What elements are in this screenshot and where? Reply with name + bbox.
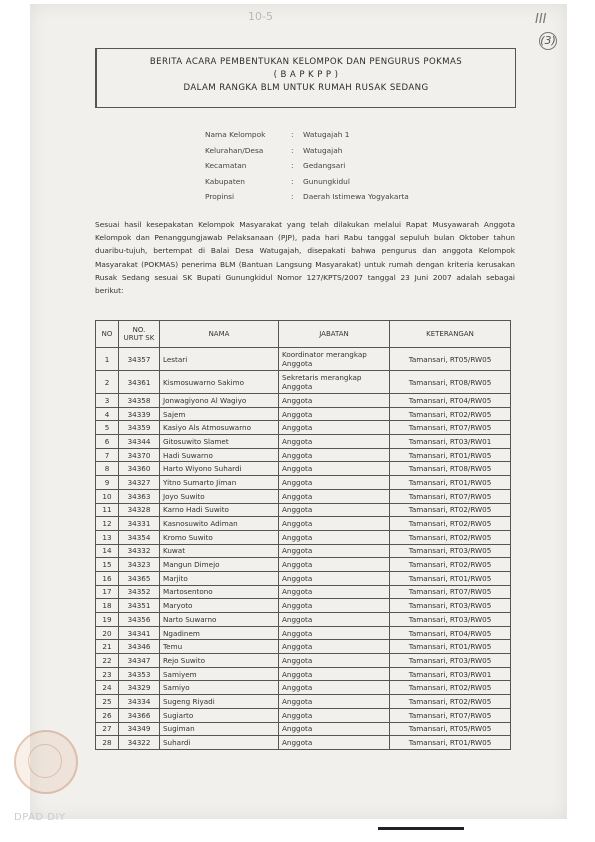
- cell-jabatan: Anggota: [279, 530, 390, 544]
- cell-jabatan: Anggota: [279, 407, 390, 421]
- cell-no: 14: [96, 544, 119, 558]
- cell-keterangan: Tamansari, RT02/RW05: [390, 695, 511, 709]
- cell-keterangan: Tamansari, RT05/RW05: [390, 348, 511, 371]
- cell-keterangan: Tamansari, RT03/RW05: [390, 613, 511, 627]
- table-row: [96, 654, 511, 668]
- cell-nama: Kismosuwarno Sakimo: [160, 371, 279, 394]
- table-row: [96, 640, 511, 654]
- cell-no: 28: [96, 736, 119, 750]
- info-label: Kelurahan/Desa: [205, 145, 264, 155]
- cell-keterangan: Tamansari, RT02/RW05: [390, 558, 511, 572]
- cell-keterangan: Tamansari, RT04/RW05: [390, 626, 511, 640]
- cell-urut-sk: 34331: [119, 517, 160, 531]
- title-line-1: BERITA ACARA PEMBENTUKAN KELOMPOK DAN PENGURUS POKMAS: [149, 57, 463, 67]
- group-info: [205, 127, 409, 205]
- cell-keterangan: Tamansari, RT01/RW05: [390, 571, 511, 585]
- cell-jabatan: Anggota: [279, 476, 390, 490]
- cell-nama: Kasnosuwito Adiman: [160, 517, 279, 531]
- cell-no: 7: [96, 448, 119, 462]
- cell-nama: Ngadinem: [160, 626, 279, 640]
- cell-urut-sk: 34323: [119, 558, 160, 572]
- cell-urut-sk: 34351: [119, 599, 160, 613]
- cell-no: 25: [96, 695, 119, 709]
- info-label: Kecamatan: [205, 161, 247, 171]
- cell-nama: Kromo Suwito: [160, 530, 279, 544]
- cell-jabatan: Anggota: [279, 667, 390, 681]
- archive-seal: [14, 730, 78, 794]
- table-row: [96, 708, 511, 722]
- cell-urut-sk: 34366: [119, 708, 160, 722]
- table-row: [96, 348, 511, 371]
- header-nama: NAMA: [160, 321, 279, 348]
- cell-urut-sk: 34357: [119, 348, 160, 371]
- cell-keterangan: Tamansari, RT01/RW05: [390, 448, 511, 462]
- table-row: [96, 407, 511, 421]
- cell-nama: Karno Hadi Suwito: [160, 503, 279, 517]
- header-urut-sk: NO. URUT SK: [119, 321, 160, 348]
- table-row: [96, 544, 511, 558]
- info-row: [205, 127, 409, 143]
- cell-no: 24: [96, 681, 119, 695]
- info-row: [205, 143, 409, 159]
- watermark: DPAD DIY: [14, 812, 66, 823]
- info-separator: :: [291, 176, 294, 186]
- cell-urut-sk: 34354: [119, 530, 160, 544]
- cell-nama: Yitno Sumarto Jiman: [160, 476, 279, 490]
- cell-jabatan: Anggota: [279, 695, 390, 709]
- table-row: [96, 421, 511, 435]
- cell-keterangan: Tamansari, RT02/RW05: [390, 530, 511, 544]
- cell-nama: Gitosuwito Slamet: [160, 435, 279, 449]
- table-row: [96, 558, 511, 572]
- cell-no: 5: [96, 421, 119, 435]
- cell-nama: Kasiyo Als Atmosuwarno: [160, 421, 279, 435]
- cell-jabatan: Anggota: [279, 613, 390, 627]
- cell-no: 10: [96, 489, 119, 503]
- table-row: [96, 613, 511, 627]
- cell-keterangan: Tamansari, RT02/RW05: [390, 503, 511, 517]
- cell-no: 27: [96, 722, 119, 736]
- cell-jabatan: Anggota: [279, 517, 390, 531]
- cell-keterangan: Tamansari, RT03/RW05: [390, 544, 511, 558]
- table-row: [96, 476, 511, 490]
- info-label: Propinsi: [205, 192, 235, 202]
- cell-nama: Suhardi: [160, 736, 279, 750]
- table-row: [96, 695, 511, 709]
- cell-nama: Narto Suwarno: [160, 613, 279, 627]
- title-line-2: ( B A P K P P ): [273, 70, 339, 80]
- header-no: NO: [96, 321, 119, 348]
- table-row: [96, 394, 511, 408]
- info-row: [205, 189, 409, 205]
- info-separator: :: [291, 161, 294, 171]
- cell-urut-sk: 34360: [119, 462, 160, 476]
- cell-nama: Samiyo: [160, 681, 279, 695]
- cell-nama: Samiyem: [160, 667, 279, 681]
- cell-jabatan: Anggota: [279, 626, 390, 640]
- cell-keterangan: Tamansari, RT03/RW05: [390, 654, 511, 668]
- cell-keterangan: Tamansari, RT05/RW05: [390, 722, 511, 736]
- table-row: [96, 599, 511, 613]
- cell-nama: Sajem: [160, 407, 279, 421]
- cell-no: 1: [96, 348, 119, 371]
- info-separator: :: [291, 130, 294, 140]
- cell-no: 21: [96, 640, 119, 654]
- cell-jabatan: Anggota: [279, 489, 390, 503]
- cell-nama: Harto Wiyono Suhardi: [160, 462, 279, 476]
- table-row: [96, 448, 511, 462]
- cell-keterangan: Tamansari, RT07/RW05: [390, 585, 511, 599]
- cell-jabatan: Anggota: [279, 503, 390, 517]
- cell-urut-sk: 34365: [119, 571, 160, 585]
- cell-urut-sk: 34339: [119, 407, 160, 421]
- cell-urut-sk: 34344: [119, 435, 160, 449]
- cell-jabatan: Anggota: [279, 681, 390, 695]
- cell-urut-sk: 34328: [119, 503, 160, 517]
- cell-keterangan: Tamansari, RT07/RW05: [390, 708, 511, 722]
- cell-urut-sk: 34363: [119, 489, 160, 503]
- cell-jabatan: Anggota: [279, 394, 390, 408]
- cell-urut-sk: 34334: [119, 695, 160, 709]
- cell-urut-sk: 34361: [119, 371, 160, 394]
- cell-jabatan: Anggota: [279, 708, 390, 722]
- cell-no: 22: [96, 654, 119, 668]
- cell-no: 8: [96, 462, 119, 476]
- cell-no: 26: [96, 708, 119, 722]
- table-row: [96, 530, 511, 544]
- table-row: [96, 489, 511, 503]
- cell-jabatan: Anggota: [279, 544, 390, 558]
- bottom-bar: [378, 827, 464, 830]
- intro-paragraph: Sesuai hasil kesepakatan Kelompok Masyarakat yang telah dilakukan melalui Rapat Musyawarah Anggota Kelompok dan Penanggungjawab Pelaksanaan (PJP), pada hari Rabu tanggal sepuluh bulan Oktober tahun duaribu-tujuh, bertempat di Balai Desa Watugajah, disepakati bahwa pengurus dan anggota Kelompok Masyarakat (POKMAS) penerima BLM (Bantuan Langsung Masyarakat) untuk rumah dengan kriteria kerusakan Rusak Sedang sesuai SK Bupati Gunungkidul Nomor 127/KPTS/2007 tanggal 23 Juni 2007 adalah sebagai berikut:: [95, 220, 515, 296]
- info-value: Watugajah 1: [303, 130, 350, 140]
- cell-nama: Lestari: [160, 348, 279, 371]
- cell-jabatan: Anggota: [279, 448, 390, 462]
- cell-no: 9: [96, 476, 119, 490]
- info-value: Gedangsari: [303, 161, 346, 171]
- table-row: [96, 667, 511, 681]
- info-row: [205, 158, 409, 174]
- cell-keterangan: Tamansari, RT07/RW05: [390, 489, 511, 503]
- cell-no: 16: [96, 571, 119, 585]
- cell-urut-sk: 34352: [119, 585, 160, 599]
- cell-jabatan: Anggota: [279, 585, 390, 599]
- table-row: [96, 626, 511, 640]
- cell-urut-sk: 34356: [119, 613, 160, 627]
- cell-urut-sk: 34346: [119, 640, 160, 654]
- cell-keterangan: Tamansari, RT01/RW05: [390, 736, 511, 750]
- cell-no: 23: [96, 667, 119, 681]
- info-label: Kabupaten: [205, 176, 245, 186]
- cell-urut-sk: 34322: [119, 736, 160, 750]
- cell-nama: Maryoto: [160, 599, 279, 613]
- cell-keterangan: Tamansari, RT03/RW05: [390, 599, 511, 613]
- cell-jabatan: Anggota: [279, 571, 390, 585]
- cell-keterangan: Tamansari, RT07/RW05: [390, 421, 511, 435]
- cell-no: 3: [96, 394, 119, 408]
- cell-no: 12: [96, 517, 119, 531]
- cell-keterangan: Tamansari, RT02/RW05: [390, 517, 511, 531]
- cell-jabatan: Anggota: [279, 421, 390, 435]
- cell-jabatan: Anggota: [279, 722, 390, 736]
- cell-no: 15: [96, 558, 119, 572]
- cell-nama: Rejo Suwito: [160, 654, 279, 668]
- cell-nama: Mangun Dimejo: [160, 558, 279, 572]
- document-title-box: [95, 48, 516, 108]
- cell-urut-sk: 34349: [119, 722, 160, 736]
- cell-nama: Hadi Suwarno: [160, 448, 279, 462]
- cell-jabatan: Koordinator merangkap Anggota: [279, 348, 390, 371]
- cell-nama: Jonwagiyono Al Wagiyo: [160, 394, 279, 408]
- cell-nama: Temu: [160, 640, 279, 654]
- cell-keterangan: Tamansari, RT02/RW05: [390, 407, 511, 421]
- cell-urut-sk: 34341: [119, 626, 160, 640]
- cell-urut-sk: 34353: [119, 667, 160, 681]
- cell-no: 18: [96, 599, 119, 613]
- cell-no: 17: [96, 585, 119, 599]
- cell-jabatan: Anggota: [279, 599, 390, 613]
- info-row: [205, 174, 409, 190]
- cell-keterangan: Tamansari, RT02/RW05: [390, 681, 511, 695]
- table-row: [96, 736, 511, 750]
- cell-urut-sk: 34327: [119, 476, 160, 490]
- table-row: [96, 722, 511, 736]
- table-header-row: [96, 321, 511, 348]
- table-row: [96, 371, 511, 394]
- header-jabatan: JABATAN: [279, 321, 390, 348]
- info-value: Daerah Istimewa Yogyakarta: [303, 192, 409, 202]
- cell-keterangan: Tamansari, RT03/RW01: [390, 435, 511, 449]
- cell-no: 4: [96, 407, 119, 421]
- cell-no: 2: [96, 371, 119, 394]
- cell-jabatan: Anggota: [279, 435, 390, 449]
- cell-keterangan: Tamansari, RT01/RW05: [390, 640, 511, 654]
- table-row: [96, 462, 511, 476]
- table-row: [96, 681, 511, 695]
- cell-nama: Martosentono: [160, 585, 279, 599]
- cell-no: 11: [96, 503, 119, 517]
- cell-keterangan: Tamansari, RT08/RW05: [390, 371, 511, 394]
- cell-keterangan: Tamansari, RT01/RW05: [390, 476, 511, 490]
- cell-urut-sk: 34347: [119, 654, 160, 668]
- info-value: Watugajah: [303, 145, 343, 155]
- table-row: [96, 503, 511, 517]
- table-row: [96, 585, 511, 599]
- header-keterangan: KETERANGAN: [390, 321, 511, 348]
- cell-no: 13: [96, 530, 119, 544]
- info-separator: :: [291, 192, 294, 202]
- cell-jabatan: Anggota: [279, 736, 390, 750]
- cell-nama: Sugiman: [160, 722, 279, 736]
- cell-keterangan: Tamansari, RT08/RW05: [390, 462, 511, 476]
- member-table: [95, 320, 511, 750]
- cell-urut-sk: 34370: [119, 448, 160, 462]
- cell-no: 19: [96, 613, 119, 627]
- page-number: 10-5: [248, 10, 273, 23]
- cell-nama: Joyo Suwito: [160, 489, 279, 503]
- cell-nama: Kuwat: [160, 544, 279, 558]
- table-row: [96, 517, 511, 531]
- table-row: [96, 571, 511, 585]
- cell-jabatan: Anggota: [279, 462, 390, 476]
- cell-urut-sk: 34358: [119, 394, 160, 408]
- cell-jabatan: Anggota: [279, 558, 390, 572]
- cell-no: 6: [96, 435, 119, 449]
- info-separator: :: [291, 145, 294, 155]
- title-line-3: DALAM RANGKA BLM UNTUK RUMAH RUSAK SEDANG: [183, 83, 429, 93]
- cell-urut-sk: 34359: [119, 421, 160, 435]
- cell-jabatan: Sekretaris merangkap Anggota: [279, 371, 390, 394]
- corner-mark: III: [535, 12, 547, 27]
- cell-keterangan: Tamansari, RT03/RW01: [390, 667, 511, 681]
- cell-urut-sk: 34329: [119, 681, 160, 695]
- cell-urut-sk: 34332: [119, 544, 160, 558]
- cell-no: 20: [96, 626, 119, 640]
- cell-jabatan: Anggota: [279, 640, 390, 654]
- cell-nama: Sugeng Riyadi: [160, 695, 279, 709]
- cell-nama: Marjito: [160, 571, 279, 585]
- circled-mark: (3): [539, 32, 557, 50]
- info-label: Nama Kelompok: [205, 130, 266, 140]
- cell-keterangan: Tamansari, RT04/RW05: [390, 394, 511, 408]
- info-value: Gunungkidul: [303, 176, 350, 186]
- cell-nama: Sugiarto: [160, 708, 279, 722]
- cell-jabatan: Anggota: [279, 654, 390, 668]
- table-row: [96, 435, 511, 449]
